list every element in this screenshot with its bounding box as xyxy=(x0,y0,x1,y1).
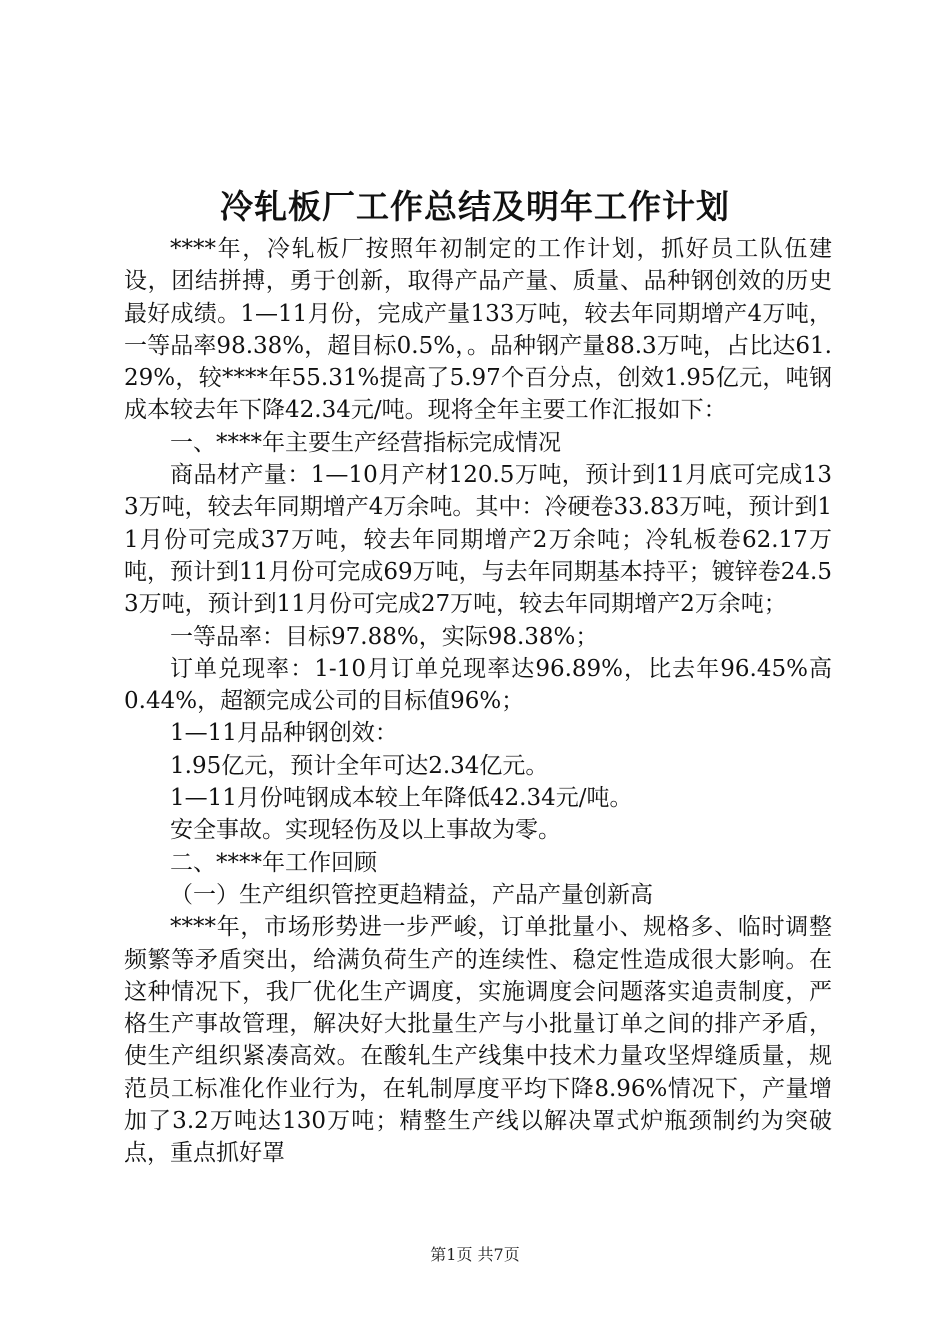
page-number-footer: 第1页 共7页 xyxy=(430,1245,520,1264)
subsection-heading-production: （一）生产组织管控更趋精益，产品产量创新高 xyxy=(170,881,653,908)
section-heading-indicators: 一、****年主要生产经营指标完成情况 xyxy=(170,429,561,456)
paragraph-production-detail: ****年，市场形势进一步严峻，订单批量小、规格多、临时调整频繁等矛盾突出，给满负荷生产的连续性、稳定性造成很大影响。在这种情况下，我厂优化生产调度，实施调度会问题落实追责制度，严格生产事故管理，解决好大批量生产与小批量订单之间的排产矛盾，使生产组织紧凑高效。在酸轧生产线集中技术力量攻坚焊缝质量，规范员工标准化作业行为，在轧制厚度平均下降8.96%情况下，产量增加了3.2万吨达130万吨；精整生产线以解决罩式炉瓶颈制约为突破点，重点抓好罩 xyxy=(124,914,832,1167)
paragraph-first-grade-rate: 一等品率：目标97.88%，实际98.38%； xyxy=(170,623,599,650)
paragraph-intro: ****年，冷轧板厂按照年初制定的工作计划，抓好员工队伍建设，团结拼搏，勇于创新，取得产品产量、质量、品种钢创效的历史最好成绩。1—11月份，完成产量133万吨，较去年同期增产4万吨，一等品率98.38%，超目标0.5%，。品种钢产量88.3万吨，占比达61.29%，较****年55.31%提高了5.97个百分点，创效1.95亿元，吨钢成本较去年下降42.34元/吨。现将全年主要工作汇报如下： xyxy=(124,236,832,424)
paragraph-safety: 安全事故。实现轻伤及以上事故为零。 xyxy=(170,817,561,844)
paragraph-variety-steel-value: 1.95亿元，预计全年可达2.34亿元。 xyxy=(170,752,549,779)
section-heading-review: 二、****年工作回顾 xyxy=(170,849,377,876)
document-title: 冷轧板厂工作总结及明年工作计划 xyxy=(220,187,730,226)
paragraph-variety-steel: 1—11月品种钢创效： xyxy=(170,720,398,747)
paragraph-cost: 1—11月份吨钢成本较上年降低42.34元/吨。 xyxy=(170,785,633,812)
paragraph-output: 商品材产量：1—10月产材120.5万吨，预计到11月底可完成133万吨，较去年同期增产4万余吨。其中：冷硬卷33.83万吨，预计到11月份可完成37万吨，较去年同期增产2万余吨；冷轧板卷62.17万吨，预计到11月份可完成69万吨，与去年同期基本持平；镀锌卷24.53万吨，预计到11月份可完成27万吨，较去年同期增产2万余吨； xyxy=(124,462,832,618)
document-body xyxy=(124,233,832,1170)
paragraph-order-fulfillment: 订单兑现率：1-10月订单兑现率达96.89%，比去年96.45%高0.44%，超额完成公司的目标值96%； xyxy=(124,655,832,715)
